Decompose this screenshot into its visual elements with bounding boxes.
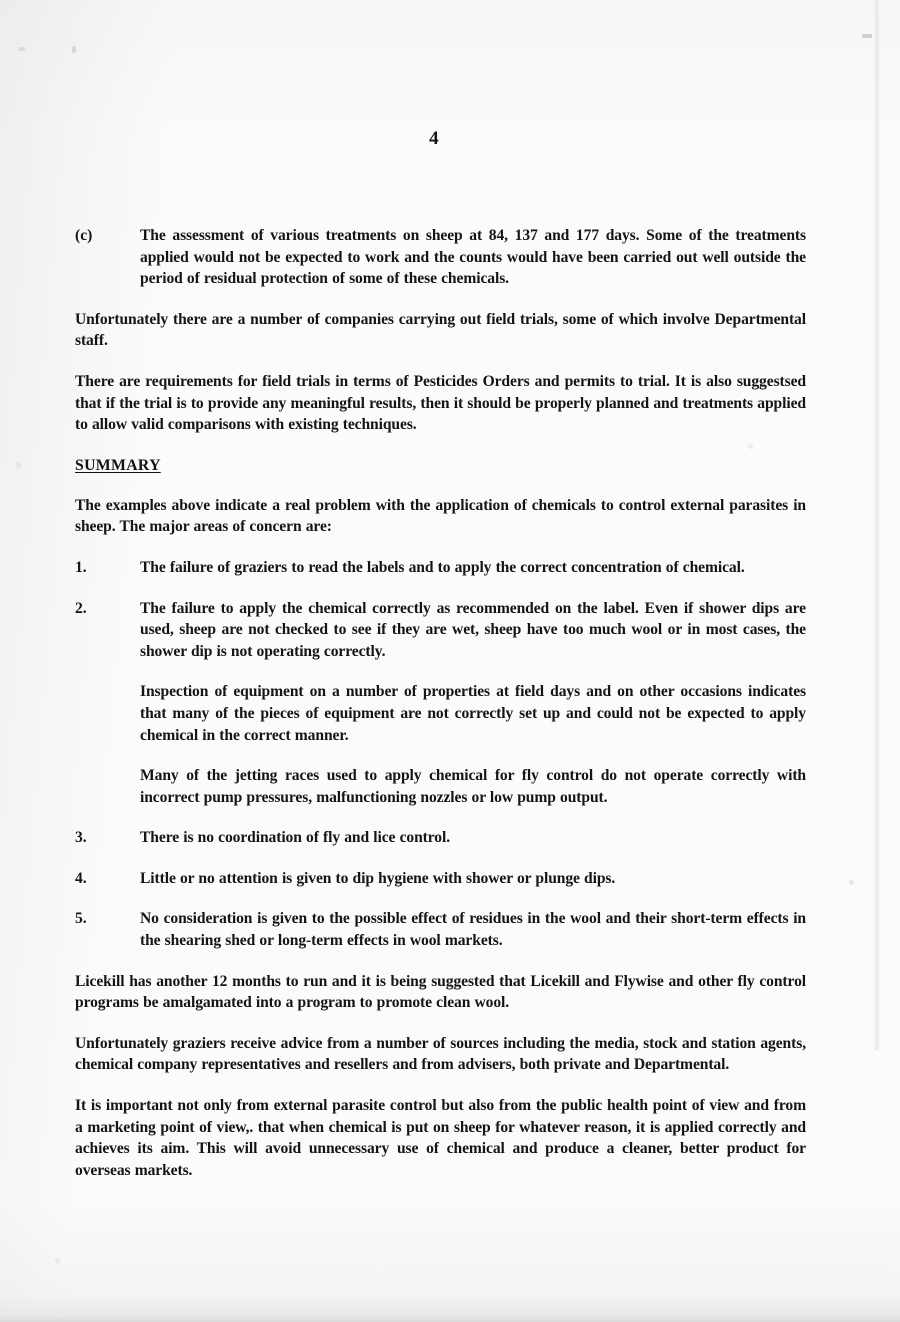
summary-item-3 <box>75 827 806 849</box>
page-number: 4 <box>429 128 439 149</box>
summary-item-1-marker: 1. <box>75 558 87 576</box>
clause-c-text: The assessment of various treatments on sheep at 84, 137 and 177 days. Some of the treatments applied would not be expected to work and the counts would have been carried out well outside the period of residual protection of some of these chemicals. <box>140 227 806 288</box>
summary-item-5 <box>75 908 806 951</box>
summary-item-4 <box>75 868 806 890</box>
summary-item-1-text: The failure of graziers to read the labels and to apply the correct concentration of chemical. <box>140 558 745 576</box>
paragraph-public-health-closing: It is important not only from external parasite control but also from the public health point of view and from a marketing point of view,. that when chemical is put on sheep for whatever reason, it is applied correctly and achieves its aim. This will avoid unnecessary use of chemical and produce a cleaner, better product for overseas markets. <box>75 1097 806 1179</box>
summary-heading: SUMMARY <box>75 456 161 474</box>
summary-item-1 <box>75 557 806 579</box>
clause-c <box>75 225 806 290</box>
paragraph-licekill-flywise: Licekill has another 12 months to run and it is being suggested that Licekill and Flywise and other fly control programs be amalgamated into a program to promote clean wool. <box>75 972 806 1012</box>
summary-item-5-marker: 5. <box>75 910 87 928</box>
summary-item-2-sub-1: Inspection of equipment on a number of properties at field days and on other occasions indicates that many of the pieces of equipment are not correctly set up and could not be expected to apply chemical in the correct manner. <box>140 683 806 744</box>
paragraph-companies-field-trials: Unfortunately there are a number of companies carrying out field trials, some of which involve Departmental staff. <box>75 310 806 350</box>
summary-item-2-sub-2: Many of the jetting races used to apply chemical for fly control do not operate correctly with incorrect pump pressures, malfunctioning nozzles or low pump output. <box>140 767 806 806</box>
summary-item-2 <box>75 598 806 663</box>
summary-item-4-text: Little or no attention is given to dip hygiene with shower or plunge dips. <box>140 869 616 887</box>
summary-item-5-text: No consideration is given to the possible effect of residues in the wool and their short-term effects in the shearing shed or long-term effects in wool markets. <box>140 910 806 950</box>
summary-item-2-marker: 2. <box>75 599 87 617</box>
paragraph-advice-sources: Unfortunately graziers receive advice from a number of sources including the media, stock and station agents, chemical company representatives and resellers and from advisers, both private and Departmental. <box>75 1034 806 1074</box>
paragraph-pesticides-orders: There are requirements for field trials in terms of Pesticides Orders and permits to trial. It is also suggestsed that if the trial is to provide any meaningful results, then it should be properly planned and treatments applied to allow valid comparisons with existing techniques. <box>75 372 806 434</box>
clause-c-marker: (c) <box>75 227 93 244</box>
document-body <box>75 225 806 1200</box>
summary-item-3-marker: 3. <box>75 829 87 847</box>
summary-item-3-text: There is no coordination of fly and lice control. <box>140 829 451 847</box>
paragraph-summary-intro: The examples above indicate a real problem with the application of chemicals to control external parasites in sheep. The major areas of concern are: <box>75 496 806 536</box>
summary-item-2-text: The failure to apply the chemical correctly as recommended on the label. Even if shower dips are used, sheep are not checked to see if they are wet, sheep have too much wool or in most cases, the shower dip is not operating correctly. <box>140 599 806 660</box>
summary-item-4-marker: 4. <box>75 869 87 887</box>
